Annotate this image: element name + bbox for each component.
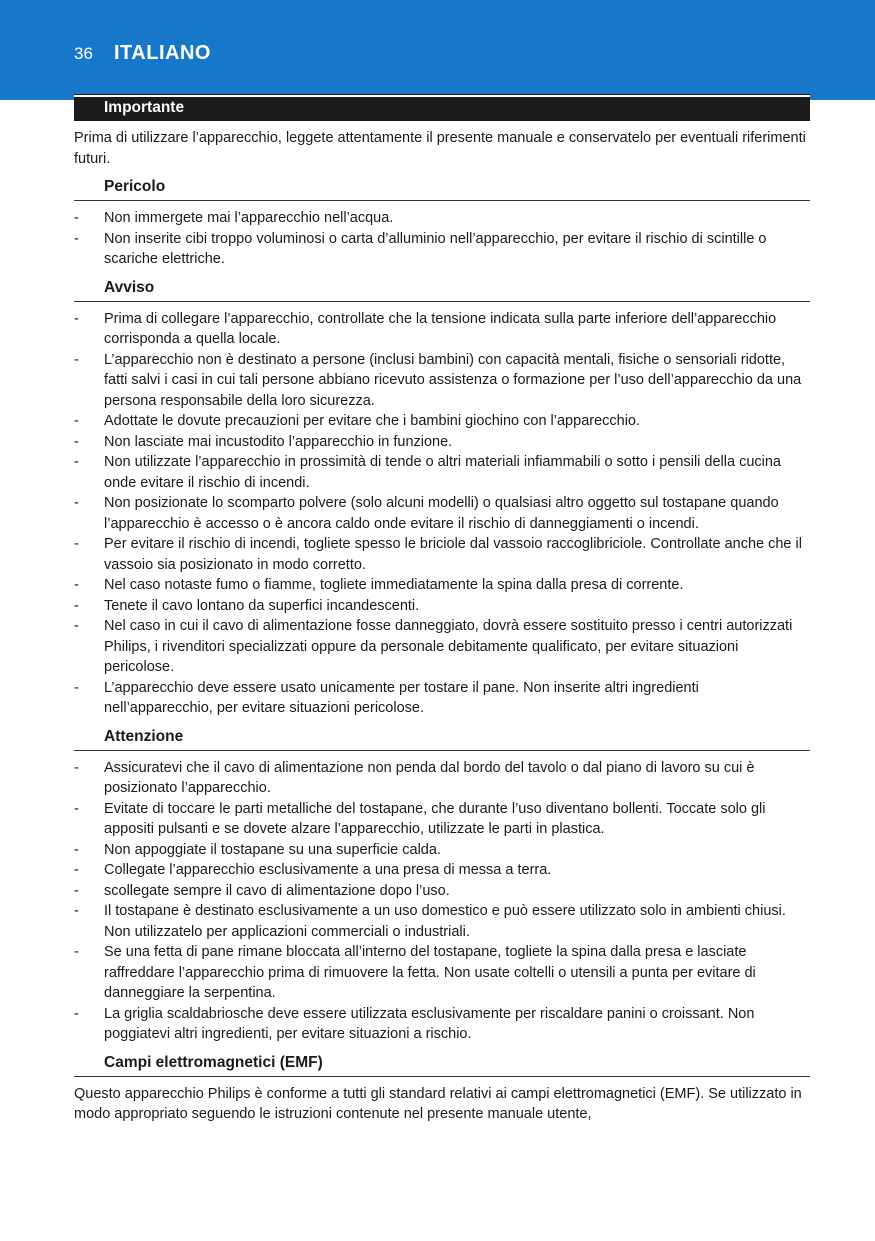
dash-bullet: - [74,433,79,450]
dash-bullet: - [74,862,79,878]
list-item-text: Non immergete mai l’apparecchio nell’acqua. [104,210,394,226]
list-item-text: Assicuratevi che il cavo di alimentazione non penda dal bordo del tavolo o dal piano di lavoro su cui è posizionato l’apparecchio. [104,759,755,796]
section-heading-bar [74,95,810,121]
list-item [74,758,810,799]
dash-bullet: - [74,800,79,817]
dash-bullet: - [74,618,79,634]
list-item-text: Non utilizzate l’apparecchio in prossimità di tende o altri materiali infiammabili o sotto i pensili della cucina onde evitare il rischio di incendi. [104,454,781,491]
dash-bullet: - [74,310,79,327]
list-item-text: Non posizionate lo scomparto polvere (solo alcuni modelli) o qualsiasi altro oggetto sul tostapane quando l’apparecchio è accesso o è ancora caldo onde evitare il rischio di danneggiamenti o incendi. [104,495,779,532]
section-title: Importante [104,99,185,116]
list-item [74,575,810,596]
list-item [74,860,810,881]
list-item [74,799,810,840]
list-item [74,534,810,575]
list-item [74,596,810,617]
emf-heading: Campi elettromagnetici (EMF) [74,1053,810,1077]
list-item [74,1004,810,1045]
list-item [74,411,810,432]
list-item [74,229,810,270]
intro-paragraph: Prima di utilizzare l’apparecchio, leggete attentamente il presente manuale e conservatelo per eventuali riferimenti futuri. [74,130,806,167]
pericolo-heading: Pericolo [74,177,810,201]
list-item [74,678,810,719]
list-item-text: Nel caso notaste fumo o fiamme, togliete immediatamente la spina dalla presa di corrente. [104,577,684,593]
attenzione-heading: Attenzione [74,727,810,751]
list-item-text: Adottate le dovute precauzioni per evitare che i bambini giochino con l’apparecchio. [104,413,641,429]
dash-bullet: - [74,413,79,429]
dash-bullet: - [74,536,79,552]
dash-bullet: - [74,577,79,593]
list-item-text: Collegate l’apparecchio esclusivamente a una presa di messa a terra. [104,862,552,878]
list-item-text: Prima di collegare l’apparecchio, controllate che la tensione indicata sulla parte inferiore dell’apparecchio corrisponda a quella locale. [104,310,777,347]
list-item-text: Non inserite cibi troppo voluminosi o carta d’alluminio nell’apparecchio, per evitare il rischio di scintille o scariche elettriche. [104,230,767,267]
emf-paragraph: Questo apparecchio Philips è conforme a tutti gli standard relativi ai campi elettromagnetici (EMF). Se utilizzato in modo appropriato seguendo le istruzioni contenute nel presente manuale utente, [74,1085,802,1122]
page-content [74,128,810,1133]
list-item-text: Nel caso in cui il cavo di alimentazione fosse danneggiato, dovrà essere sostituito presso i centri autorizzati Philips, i rivenditori specializzati oppure da personale debitamente qualificato, per evitare situazioni pericolose. [104,618,793,675]
dash-bullet: - [74,210,79,226]
dash-bullet: - [74,759,79,776]
list-item [74,309,810,350]
page-number: 36 [74,44,93,63]
list-item-text: Non appoggiate il tostapane su una superficie calda. [104,841,441,858]
list-item [74,493,810,534]
attenzione-list [74,758,810,1045]
list-item [74,616,810,678]
dash-bullet: - [74,841,79,858]
list-item [74,840,810,861]
list-item [74,901,810,942]
avviso-list [74,309,810,719]
dash-bullet: - [74,679,79,696]
list-item [74,452,810,493]
dash-bullet: - [74,454,79,470]
list-item-text: Non lasciate mai incustodito l’apparecchio in funzione. [104,433,453,450]
list-item-text: Se una fetta di pane rimane bloccata all’interno del tostapane, togliete la spina dalla presa e lasciate raffreddare l’apparecchio prima di rimuovere la fetta. Non usate coltelli o utensili a punta per evitare di danneggiare la serpentina. [104,944,756,1001]
list-item [74,881,810,902]
dash-bullet: - [74,230,79,247]
dash-bullet: - [74,597,79,614]
dash-bullet: - [74,903,79,919]
list-item [74,208,810,229]
list-item-text: Evitate di toccare le parti metalliche del tostapane, che durante l’uso diventano bollenti. Toccate solo gli appositi pulsanti e se dovete alzare l’apparecchio, utilizzate le parti in plastica. [104,800,766,837]
list-item [74,942,810,1004]
language-title: ITALIANO [114,42,211,64]
list-item-text: La griglia scaldabriosche deve essere utilizzata esclusivamente per riscaldare panini o croissant. Non poggiatevi altri ingredienti, per evitare situazioni a rischio. [104,1005,755,1042]
avviso-heading: Avviso [74,278,810,302]
list-item-text: L’apparecchio deve essere usato unicamente per tostare il pane. Non inserite altri ingredienti nell’apparecchio, per evitare situazioni pericolose. [104,679,699,716]
list-item [74,432,810,453]
dash-bullet: - [74,495,79,511]
dash-bullet: - [74,944,79,960]
dash-bullet: - [74,882,79,899]
list-item-text: scollegate sempre il cavo di alimentazione dopo l’uso. [104,882,450,899]
dash-bullet: - [74,351,79,368]
dash-bullet: - [74,1005,79,1022]
pericolo-list [74,208,810,270]
list-item [74,350,810,412]
list-item-text: Il tostapane è destinato esclusivamente a un uso domestico e può essere utilizzato solo in ambienti chiusi. Non utilizzatelo per applicazioni commerciali o industriali. [104,903,786,940]
list-item-text: L’apparecchio non è destinato a persone (inclusi bambini) con capacità mentali, fisiche o sensoriali ridotte, fatti salvi i casi in cui tali persone abbiano ricevuto assistenza o formazione per l’uso dell’apparecchio da una persona responsabile della loro sicurezza. [104,351,802,409]
list-item-text: Per evitare il rischio di incendi, togliete spesso le briciole dal vassoio raccoglibriciole. Controllate anche che il vassoio sia posizionato in modo corretto. [104,536,802,573]
list-item-text: Tenete il cavo lontano da superfici incandescenti. [104,597,420,614]
